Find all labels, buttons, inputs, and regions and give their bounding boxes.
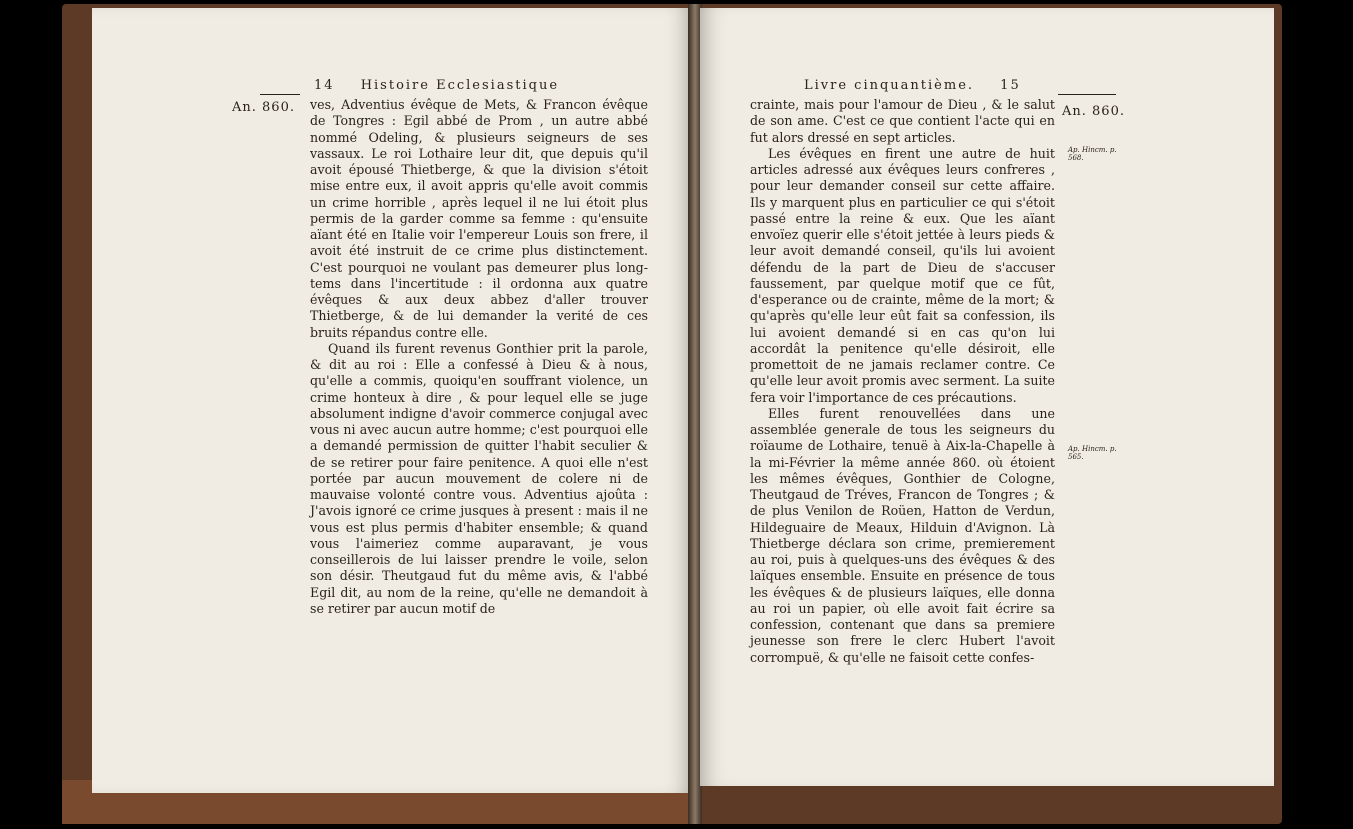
left-page — [92, 8, 692, 793]
right-running-head: Livre cinquantième. — [804, 78, 975, 93]
right-page-header — [804, 78, 1021, 93]
left-paragraph-2: Quand ils furent revenus Gonthier prit la parole, & dit au roi : Elle a confessé à Dieu & à nous, qu'elle a commis, quoiqu'en souffrant violence, un crime honteux à dire , & pour lequel elle se juge absolument indigne d'avoir commerce conjugal avec vous ni avec aucun autre homme; c'est pourquoi elle a demandé permission de quitter l'habit seculier & de se retirer pour faire penitence. A quoi elle n'est portée par aucun mouvement de colere ni de mauvaise volonté contre vous. Adventius ajoûta : J'avois ignoré ce crime jusques à present : mais il ne vous est plus permis d'habiter ensemble; & quand vous l'aimeriez comme auparavant, je vous conseillerois de lui laisser prendre le voile, selon son désir. Theutgaud fut du même avis, & l'abbé Egil dit, au nom de la reine, qu'elle ne demandoit à se retirer par aucun motif de — [310, 340, 648, 616]
right-page-number: 15 — [1000, 78, 1021, 93]
right-margin-rule — [1058, 94, 1116, 95]
right-paragraph-1: crainte, mais pour l'amour de Dieu , & le salut de son ame. C'est ce que contient l'acte qui en fut alors dressé en sept articles. — [750, 97, 1055, 145]
left-running-head: Histoire Ecclesiastique — [360, 78, 560, 93]
left-margin-rule — [260, 94, 300, 95]
right-margin-year: An. 860. — [1062, 104, 1125, 119]
left-body-text — [310, 97, 648, 617]
left-page-number: 14 — [314, 78, 335, 93]
right-margin-note-2: Ap. Hincm. p. 565. — [1068, 445, 1117, 461]
right-margin-note-1: Ap. Hincm. p. 568. — [1068, 146, 1117, 162]
right-paragraph-2: Les évêques en firent une autre de huit articles adressé aux évêques leurs confreres , pour leur demander conseil sur cette affaire. Ils y marquent plus en particulier ce qui s'étoit passé entre la reine & eux. Que les aïant envoïez querir elle s'étoit jettée à leurs pieds & leur avoit demandé conseil, qu'ils lui avoient défendu de la part de Dieu de s'accuser faussement, par quelque motif que ce fût, d'esperance ou de crainte, même de la mort; & qu'après qu'elle leur eût fait sa confession, ils lui avoient demandé si en cas qu'on lui accordât la penitence qu'elle désiroit, elle promettoit de ne jamais reclamer contre. Ce qu'elle leur avoit promis avec serment. La suite fera voir l'importance de ces précautions. — [750, 145, 1055, 405]
right-page — [700, 8, 1274, 786]
left-margin-year: An. 860. — [232, 100, 295, 115]
left-paragraph-1: ves, Adventius évêque de Mets, & Francon évêque de Tongres : Egil abbé de Prom , un autre abbé nommé Odeling, & plusieurs seigneurs de ses vassaux. Le roi Lothaire leur dit, que depuis qu'il avoit épousé Thietberge, & que la division s'étoit mise entre eux, il avoit appris qu'elle avoit commis un crime horrible , après lequel il ne lui étoit plus permis de la garder comme sa femme : qu'ensuite aïant été en Italie voir l'empereur Louis son frere, il avoit été instruit de ce crime plus distinctement. C'est pourquoi ne voulant pas demeurer plus long-tems dans l'incertitude : il ordonna aux quatre évêques & aux deux abbez d'aller trouver Thietberge, & de lui demander la verité de ces bruits répandus contre elle. — [310, 97, 648, 340]
right-body-text — [750, 97, 1055, 666]
left-page-header — [314, 78, 559, 93]
right-paragraph-3: Elles furent renouvellées dans une assemblée generale de tous les seigneurs du roïaume de Lothaire, tenuë à Aix-la-Chapelle à la mi-Février la même année 860. où étoient les mêmes évêques, Gonthier de Cologne, Theutgaud de Tréves, Francon de Tongres ; & de plus Venilon de Roüen, Hatton de Verdun, Hildeguaire de Meaux, Hilduin d'Avignon. Là Thietberge déclara son crime, premierement au roi, puis à quelques-uns des évêques & des laïques ensemble. Ensuite en présence de tous les évêques & de plusieurs laïques, elle donna au roi un papier, où elle avoit fait écrire sa confession, contenant que dans sa premiere jeunesse son frere le clerc Hubert l'avoit corrompuë, & qu'elle ne faisoit cette confes- — [750, 405, 1055, 665]
